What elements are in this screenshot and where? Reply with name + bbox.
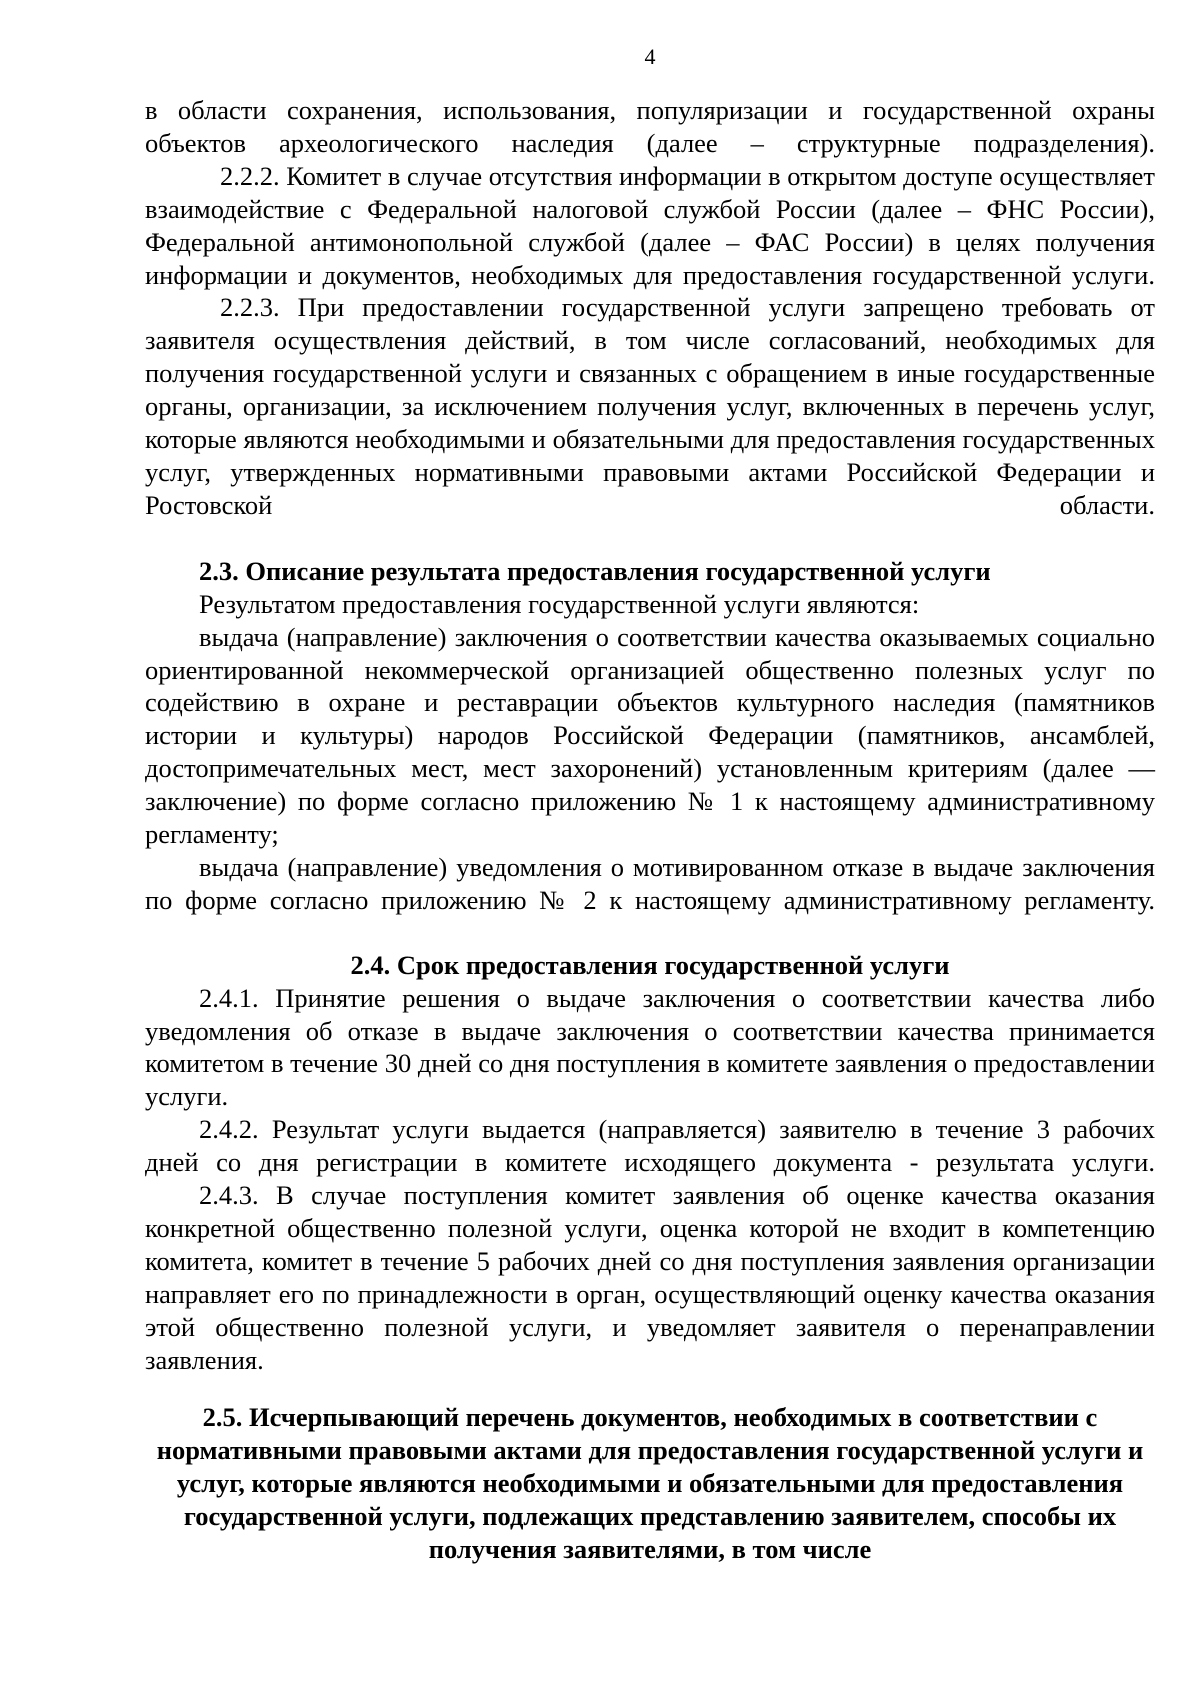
section-heading-2-3: 2.3. Описание результата предоставления государственной услуги [199,555,991,586]
paragraph-2-4-2: 2.4.2. Результат услуги выдается (направляется) заявителю в течение 3 рабочих дней со дня регистрации в комитете исходящего документа - результата услуги. [145,1114,1155,1178]
document-page [145,0,1155,1698]
section-heading-2-5: 2.5. Исчерпывающий перечень документов, необходимых в соответствии с нормативными правовыми актами для предоставления государственной услуги и услуг, которые являются необходимыми и обязательными для предоставления государственной услуги, подлежащих представлению заявителем, способы их получения заявителями, в том числе [156,1401,1144,1564]
paragraph-2-2-2: 2.2.2. Комитет в случае отсутствия информации в открытом доступе осуществляет взаимодействие с Федеральной налоговой службой России (далее – ФНС России), Федеральной антимонопольной службой (далее – ФАС России) в целях получения информации и документов, необходимых для предоставления государственной услуги. [145,160,1155,290]
paragraph-2-2-3: 2.2.3. При предоставлении государственной услуги запрещено требовать от заявителя осуществления действий, в том числе согласований, необходимых для получения государственной услуги и связанных с обращением в иные государственные органы, организации, за исключением получения услуг, включенных в перечень услуг, которые являются необходимыми и обязательными для предоставления государственных услуг, утвержденных нормативными правовыми актами Российской Федерации и Ростовской области. [145,292,1155,520]
paragraph-2-3-intro: Результатом предоставления государственной услуги являются: [199,588,920,619]
paragraph-2-3-result-a: выдача (направление) заключения о соответствии качества оказываемых социально ориентированной некоммерческой организацией общественно полезных услуг по содействию в охране и реставрации объектов культурного наследия (памятников истории и культуры) народов Российской Федерации (памятников, ансамблей, достопримечательных мест, мест захоронений) установленным критериям (далее — заключение) по форме согласно приложению № 1 к настоящему административному регламенту; [145,621,1155,850]
document-body [145,94,1155,1566]
paragraph-continuation: в области сохранения, использования, популяризации и государственной охраны объектов археологического наследия (далее – структурные подразделения). [145,95,1155,158]
paragraph-2-3-result-b: выдача (направление) уведомления о мотивированном отказе в выдаче заключения по форме согласно приложению № 2 к настоящему административному регламенту. [145,851,1155,915]
section-heading-2-4: 2.4. Срок предоставления государственной услуги [350,949,950,980]
page-number: 4 [644,44,656,69]
paragraph-2-4-1: 2.4.1. Принятие решения о выдаче заключения о соответствии качества либо уведомления об отказе в выдаче заключения о соответствии качества принимается комитетом в течение 30 дней со дня поступления в комитете заявления о предоставлении услуги. [145,982,1155,1112]
paragraph-2-4-3: 2.4.3. В случае поступления комитет заявления об оценке качества оказания конкретной общественно полезной услуги, оценка которой не входит в компетенцию комитета, комитет в течение 5 рабочих дней со дня поступления заявления организации направляет его по принадлежности в орган, осуществляющий оценку качества оказания этой общественно полезной услуги, и уведомляет заявителя о перенаправлении заявления. [145,1180,1155,1375]
